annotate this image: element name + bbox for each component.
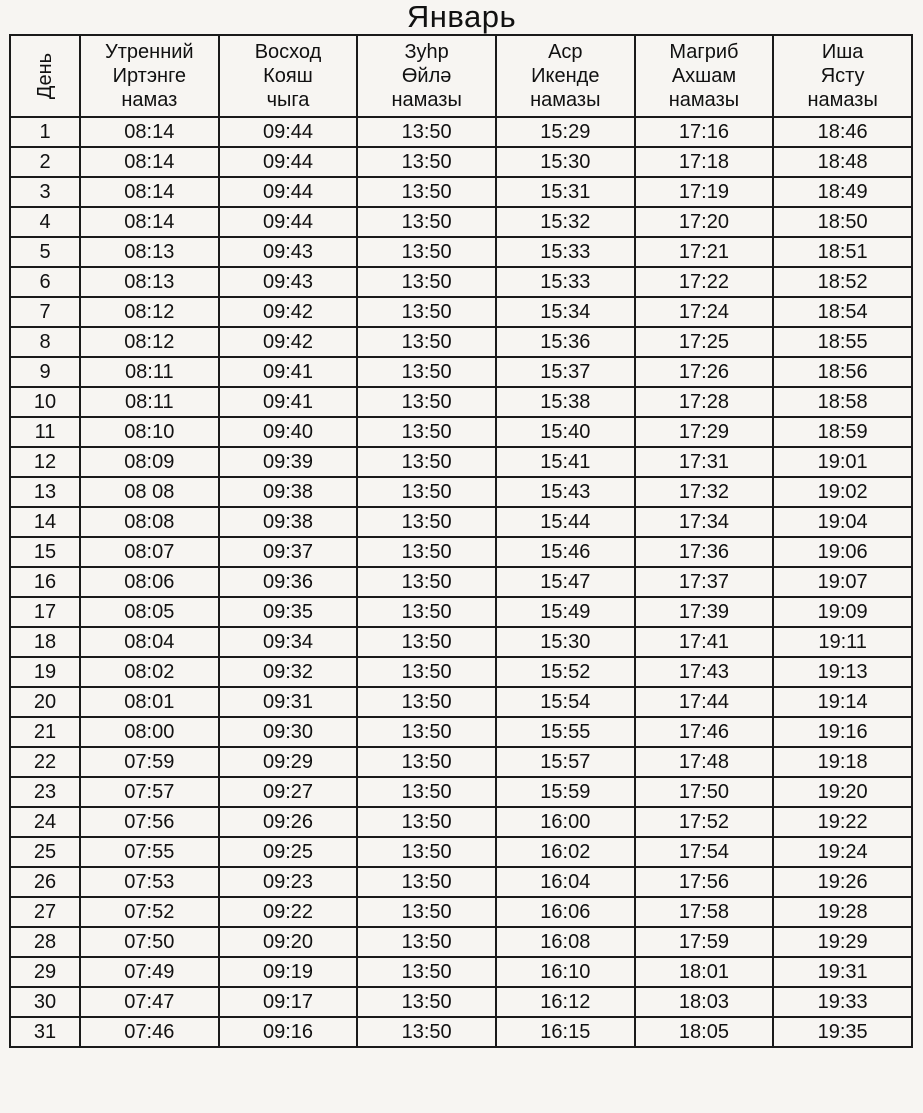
cell-isha: 18:49 <box>773 177 912 207</box>
cell-asr: 16:10 <box>496 957 635 987</box>
cell-asr: 15:32 <box>496 207 635 237</box>
cell-sunrise: 09:38 <box>219 507 358 537</box>
table-row <box>10 717 912 747</box>
cell-dhuhr: 13:50 <box>357 987 496 1017</box>
cell-isha: 19:22 <box>773 807 912 837</box>
cell-fajr: 08:01 <box>80 687 219 717</box>
cell-sunrise: 09:44 <box>219 117 358 147</box>
cell-isha: 19:24 <box>773 837 912 867</box>
column-header-label: Иртэнге <box>112 65 187 87</box>
column-header-label: намазы <box>807 89 878 111</box>
cell-dhuhr: 13:50 <box>357 747 496 777</box>
cell-sunrise: 09:38 <box>219 477 358 507</box>
cell-fajr: 07:52 <box>80 897 219 927</box>
cell-day: 27 <box>10 897 80 927</box>
table-row <box>10 897 912 927</box>
cell-fajr: 08:13 <box>80 237 219 267</box>
cell-day: 11 <box>10 417 80 447</box>
cell-day: 23 <box>10 777 80 807</box>
cell-isha: 18:50 <box>773 207 912 237</box>
cell-dhuhr: 13:50 <box>357 147 496 177</box>
cell-day: 21 <box>10 717 80 747</box>
cell-dhuhr: 13:50 <box>357 957 496 987</box>
table-row <box>10 387 912 417</box>
cell-sunrise: 09:40 <box>219 417 358 447</box>
cell-sunrise: 09:20 <box>219 927 358 957</box>
cell-sunrise: 09:36 <box>219 567 358 597</box>
cell-sunrise: 09:19 <box>219 957 358 987</box>
cell-maghrib: 17:36 <box>635 537 774 567</box>
cell-asr: 15:30 <box>496 147 635 177</box>
cell-asr: 15:40 <box>496 417 635 447</box>
column-header-label: Зуhр <box>404 41 449 63</box>
cell-sunrise: 09:44 <box>219 207 358 237</box>
cell-dhuhr: 13:50 <box>357 507 496 537</box>
cell-dhuhr: 13:50 <box>357 117 496 147</box>
cell-maghrib: 17:52 <box>635 807 774 837</box>
cell-isha: 19:26 <box>773 867 912 897</box>
cell-dhuhr: 13:50 <box>357 927 496 957</box>
table-row <box>10 747 912 777</box>
cell-dhuhr: 13:50 <box>357 537 496 567</box>
cell-day: 18 <box>10 627 80 657</box>
cell-isha: 18:56 <box>773 357 912 387</box>
cell-dhuhr: 13:50 <box>357 387 496 417</box>
table-row <box>10 837 912 867</box>
cell-dhuhr: 13:50 <box>357 207 496 237</box>
cell-isha: 19:16 <box>773 717 912 747</box>
cell-asr: 15:41 <box>496 447 635 477</box>
cell-day: 9 <box>10 357 80 387</box>
cell-asr: 15:47 <box>496 567 635 597</box>
cell-asr: 16:15 <box>496 1017 635 1047</box>
column-header-label: намаз <box>121 89 178 111</box>
cell-sunrise: 09:26 <box>219 807 358 837</box>
cell-maghrib: 17:56 <box>635 867 774 897</box>
cell-day: 31 <box>10 1017 80 1047</box>
table-row <box>10 867 912 897</box>
cell-fajr: 07:47 <box>80 987 219 1017</box>
cell-isha: 19:35 <box>773 1017 912 1047</box>
cell-asr: 15:33 <box>496 237 635 267</box>
cell-isha: 18:55 <box>773 327 912 357</box>
cell-sunrise: 09:23 <box>219 867 358 897</box>
cell-day: 28 <box>10 927 80 957</box>
cell-dhuhr: 13:50 <box>357 567 496 597</box>
cell-dhuhr: 13:50 <box>357 297 496 327</box>
column-header-label: Икенде <box>531 65 600 87</box>
cell-sunrise: 09:34 <box>219 627 358 657</box>
table-row <box>10 987 912 1017</box>
cell-day: 19 <box>10 657 80 687</box>
cell-day: 30 <box>10 987 80 1017</box>
cell-dhuhr: 13:50 <box>357 837 496 867</box>
cell-asr: 15:44 <box>496 507 635 537</box>
cell-maghrib: 17:43 <box>635 657 774 687</box>
cell-isha: 19:04 <box>773 507 912 537</box>
column-header-maghrib <box>635 35 774 117</box>
cell-isha: 19:02 <box>773 477 912 507</box>
cell-asr: 16:08 <box>496 927 635 957</box>
cell-maghrib: 17:16 <box>635 117 774 147</box>
cell-sunrise: 09:29 <box>219 747 358 777</box>
column-header-day <box>10 35 80 117</box>
column-header-label: Өйлә <box>401 65 452 87</box>
column-header-fajr <box>80 35 219 117</box>
cell-isha: 18:48 <box>773 147 912 177</box>
table-row <box>10 417 912 447</box>
cell-fajr: 08:11 <box>80 387 219 417</box>
cell-isha: 19:14 <box>773 687 912 717</box>
cell-fajr: 08 08 <box>80 477 219 507</box>
cell-day: 26 <box>10 867 80 897</box>
cell-sunrise: 09:39 <box>219 447 358 477</box>
cell-asr: 15:52 <box>496 657 635 687</box>
cell-dhuhr: 13:50 <box>357 627 496 657</box>
cell-isha: 19:09 <box>773 597 912 627</box>
cell-isha: 18:59 <box>773 417 912 447</box>
column-header-label: Иша <box>821 41 864 63</box>
cell-isha: 19:07 <box>773 567 912 597</box>
cell-sunrise: 09:22 <box>219 897 358 927</box>
cell-fajr: 07:57 <box>80 777 219 807</box>
cell-maghrib: 17:39 <box>635 597 774 627</box>
cell-dhuhr: 13:50 <box>357 357 496 387</box>
cell-dhuhr: 13:50 <box>357 237 496 267</box>
cell-dhuhr: 13:50 <box>357 657 496 687</box>
cell-fajr: 08:12 <box>80 327 219 357</box>
cell-dhuhr: 13:50 <box>357 1017 496 1047</box>
cell-asr: 15:33 <box>496 267 635 297</box>
cell-day: 24 <box>10 807 80 837</box>
cell-dhuhr: 13:50 <box>357 477 496 507</box>
table-row <box>10 777 912 807</box>
table-row <box>10 507 912 537</box>
cell-maghrib: 17:48 <box>635 747 774 777</box>
table-row <box>10 807 912 837</box>
table-row <box>10 117 912 147</box>
cell-maghrib: 17:58 <box>635 897 774 927</box>
table-row <box>10 957 912 987</box>
cell-dhuhr: 13:50 <box>357 267 496 297</box>
cell-fajr: 08:00 <box>80 717 219 747</box>
cell-sunrise: 09:30 <box>219 717 358 747</box>
cell-isha: 18:52 <box>773 267 912 297</box>
cell-day: 4 <box>10 207 80 237</box>
column-header-label: намазы <box>530 89 601 111</box>
cell-fajr: 07:49 <box>80 957 219 987</box>
cell-isha: 18:54 <box>773 297 912 327</box>
table-row <box>10 297 912 327</box>
cell-day: 29 <box>10 957 80 987</box>
cell-maghrib: 17:18 <box>635 147 774 177</box>
cell-fajr: 08:14 <box>80 177 219 207</box>
column-header-label: намазы <box>668 89 740 111</box>
cell-asr: 15:55 <box>496 717 635 747</box>
cell-asr: 15:57 <box>496 747 635 777</box>
cell-day: 5 <box>10 237 80 267</box>
cell-day: 6 <box>10 267 80 297</box>
cell-day: 14 <box>10 507 80 537</box>
cell-maghrib: 17:22 <box>635 267 774 297</box>
header-row <box>10 35 912 117</box>
table-row <box>10 477 912 507</box>
cell-isha: 19:31 <box>773 957 912 987</box>
cell-dhuhr: 13:50 <box>357 807 496 837</box>
table-row <box>10 327 912 357</box>
column-header-label: Ахшам <box>671 65 737 87</box>
cell-maghrib: 17:50 <box>635 777 774 807</box>
cell-fajr: 08:07 <box>80 537 219 567</box>
table-row <box>10 447 912 477</box>
cell-isha: 18:58 <box>773 387 912 417</box>
cell-day: 22 <box>10 747 80 777</box>
cell-sunrise: 09:44 <box>219 177 358 207</box>
cell-asr: 15:30 <box>496 627 635 657</box>
cell-isha: 19:29 <box>773 927 912 957</box>
cell-isha: 19:01 <box>773 447 912 477</box>
cell-isha: 19:28 <box>773 897 912 927</box>
cell-isha: 19:13 <box>773 657 912 687</box>
cell-maghrib: 18:05 <box>635 1017 774 1047</box>
cell-asr: 15:59 <box>496 777 635 807</box>
cell-sunrise: 09:17 <box>219 987 358 1017</box>
cell-fajr: 08:08 <box>80 507 219 537</box>
cell-maghrib: 17:29 <box>635 417 774 447</box>
cell-dhuhr: 13:50 <box>357 327 496 357</box>
cell-sunrise: 09:37 <box>219 537 358 567</box>
cell-asr: 16:02 <box>496 837 635 867</box>
cell-dhuhr: 13:50 <box>357 687 496 717</box>
cell-sunrise: 09:16 <box>219 1017 358 1047</box>
cell-sunrise: 09:32 <box>219 657 358 687</box>
cell-isha: 19:18 <box>773 747 912 777</box>
cell-sunrise: 09:41 <box>219 357 358 387</box>
cell-dhuhr: 13:50 <box>357 417 496 447</box>
table-row <box>10 687 912 717</box>
cell-sunrise: 09:31 <box>219 687 358 717</box>
cell-asr: 15:54 <box>496 687 635 717</box>
column-header-asr <box>496 35 635 117</box>
cell-isha: 18:51 <box>773 237 912 267</box>
cell-day: 1 <box>10 117 80 147</box>
cell-maghrib: 17:21 <box>635 237 774 267</box>
cell-asr: 16:12 <box>496 987 635 1017</box>
cell-dhuhr: 13:50 <box>357 597 496 627</box>
cell-day: 2 <box>10 147 80 177</box>
cell-fajr: 08:12 <box>80 297 219 327</box>
cell-maghrib: 17:20 <box>635 207 774 237</box>
cell-sunrise: 09:41 <box>219 387 358 417</box>
column-header-label: Кояш <box>263 65 313 87</box>
table-row <box>10 567 912 597</box>
table-row <box>10 357 912 387</box>
table-row <box>10 147 912 177</box>
table-header <box>10 35 912 117</box>
table-row <box>10 1017 912 1047</box>
table-body <box>10 117 912 1047</box>
table-row <box>10 537 912 567</box>
cell-maghrib: 18:01 <box>635 957 774 987</box>
cell-dhuhr: 13:50 <box>357 897 496 927</box>
cell-fajr: 08:14 <box>80 147 219 177</box>
cell-maghrib: 17:44 <box>635 687 774 717</box>
cell-fajr: 08:14 <box>80 117 219 147</box>
cell-asr: 15:46 <box>496 537 635 567</box>
cell-asr: 15:37 <box>496 357 635 387</box>
cell-sunrise: 09:35 <box>219 597 358 627</box>
cell-asr: 15:34 <box>496 297 635 327</box>
cell-maghrib: 17:24 <box>635 297 774 327</box>
cell-isha: 19:20 <box>773 777 912 807</box>
cell-fajr: 08:11 <box>80 357 219 387</box>
table-row <box>10 927 912 957</box>
cell-isha: 19:33 <box>773 987 912 1017</box>
cell-day: 10 <box>10 387 80 417</box>
cell-day: 13 <box>10 477 80 507</box>
column-header-label: Утренний <box>105 41 194 63</box>
column-header-label: чыга <box>266 89 310 111</box>
cell-sunrise: 09:43 <box>219 237 358 267</box>
column-header-label: намазы <box>391 89 462 111</box>
column-header-sunrise <box>219 35 358 117</box>
table-row <box>10 657 912 687</box>
cell-day: 12 <box>10 447 80 477</box>
cell-fajr: 08:10 <box>80 417 219 447</box>
cell-dhuhr: 13:50 <box>357 867 496 897</box>
cell-maghrib: 17:54 <box>635 837 774 867</box>
cell-day: 7 <box>10 297 80 327</box>
cell-sunrise: 09:42 <box>219 297 358 327</box>
cell-day: 3 <box>10 177 80 207</box>
cell-asr: 15:38 <box>496 387 635 417</box>
cell-fajr: 08:04 <box>80 627 219 657</box>
cell-maghrib: 17:34 <box>635 507 774 537</box>
table-row <box>10 267 912 297</box>
cell-maghrib: 17:19 <box>635 177 774 207</box>
cell-isha: 19:06 <box>773 537 912 567</box>
cell-isha: 18:46 <box>773 117 912 147</box>
column-header-label: День <box>34 52 56 100</box>
cell-sunrise: 09:25 <box>219 837 358 867</box>
table-row <box>10 237 912 267</box>
cell-fajr: 07:59 <box>80 747 219 777</box>
cell-asr: 16:06 <box>496 897 635 927</box>
cell-fajr: 08:06 <box>80 567 219 597</box>
cell-fajr: 08:13 <box>80 267 219 297</box>
cell-asr: 15:49 <box>496 597 635 627</box>
cell-maghrib: 17:46 <box>635 717 774 747</box>
cell-maghrib: 18:03 <box>635 987 774 1017</box>
table-row <box>10 597 912 627</box>
cell-day: 15 <box>10 537 80 567</box>
cell-isha: 19:11 <box>773 627 912 657</box>
cell-fajr: 08:02 <box>80 657 219 687</box>
cell-maghrib: 17:59 <box>635 927 774 957</box>
cell-day: 25 <box>10 837 80 867</box>
column-header-label: Восход <box>254 41 322 63</box>
cell-asr: 15:31 <box>496 177 635 207</box>
column-header-label: Аср <box>548 41 583 63</box>
cell-maghrib: 17:41 <box>635 627 774 657</box>
cell-dhuhr: 13:50 <box>357 717 496 747</box>
cell-fajr: 08:05 <box>80 597 219 627</box>
cell-sunrise: 09:42 <box>219 327 358 357</box>
cell-fajr: 07:56 <box>80 807 219 837</box>
cell-sunrise: 09:43 <box>219 267 358 297</box>
cell-maghrib: 17:25 <box>635 327 774 357</box>
cell-fajr: 07:53 <box>80 867 219 897</box>
cell-asr: 15:43 <box>496 477 635 507</box>
cell-dhuhr: 13:50 <box>357 777 496 807</box>
cell-asr: 16:04 <box>496 867 635 897</box>
column-header-dhuhr <box>357 35 496 117</box>
cell-asr: 15:29 <box>496 117 635 147</box>
cell-day: 20 <box>10 687 80 717</box>
cell-maghrib: 17:37 <box>635 567 774 597</box>
cell-fajr: 07:46 <box>80 1017 219 1047</box>
prayer-times-table <box>9 34 913 1048</box>
cell-dhuhr: 13:50 <box>357 447 496 477</box>
cell-dhuhr: 13:50 <box>357 177 496 207</box>
column-header-isha <box>773 35 912 117</box>
cell-maghrib: 17:28 <box>635 387 774 417</box>
cell-fajr: 07:55 <box>80 837 219 867</box>
cell-fajr: 07:50 <box>80 927 219 957</box>
column-header-label: Ясту <box>820 65 865 87</box>
cell-maghrib: 17:32 <box>635 477 774 507</box>
page-title: Январь <box>406 0 517 34</box>
table-row <box>10 177 912 207</box>
table-row <box>10 627 912 657</box>
cell-day: 8 <box>10 327 80 357</box>
cell-day: 16 <box>10 567 80 597</box>
cell-sunrise: 09:44 <box>219 147 358 177</box>
cell-asr: 15:36 <box>496 327 635 357</box>
cell-day: 17 <box>10 597 80 627</box>
cell-fajr: 08:09 <box>80 447 219 477</box>
cell-maghrib: 17:26 <box>635 357 774 387</box>
cell-fajr: 08:14 <box>80 207 219 237</box>
table-row <box>10 207 912 237</box>
cell-sunrise: 09:27 <box>219 777 358 807</box>
column-header-label: Магриб <box>669 41 739 63</box>
cell-asr: 16:00 <box>496 807 635 837</box>
cell-maghrib: 17:31 <box>635 447 774 477</box>
